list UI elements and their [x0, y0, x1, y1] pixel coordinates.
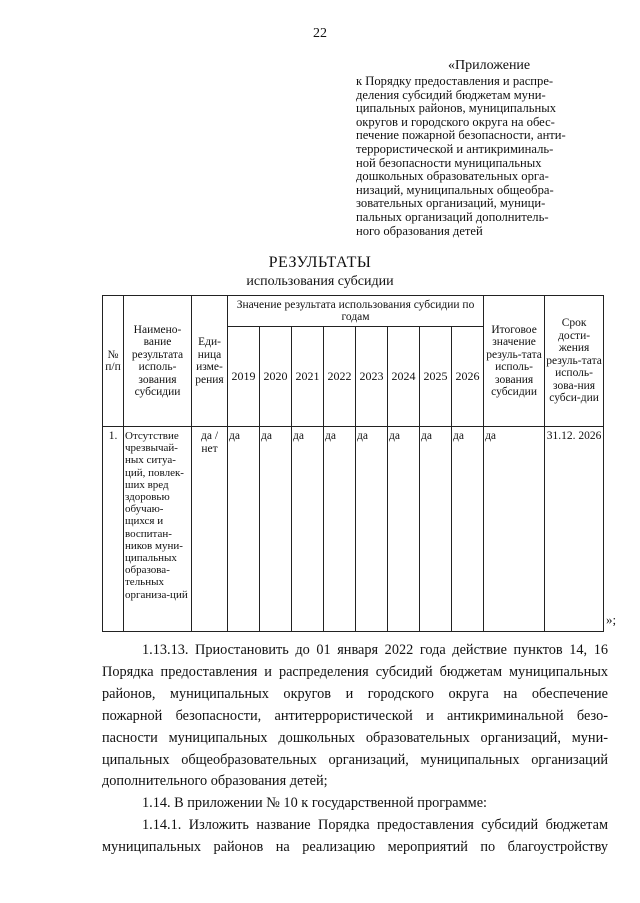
header-values-by-year: Значение результата использования субсидии по годам [228, 296, 484, 327]
paragraph-line: муниципальных районов на реализацию мероприятий по благоустройству [102, 839, 608, 856]
paragraph-line: пожарной безопасности, антитеррористической и антикриминальной безо- [102, 707, 608, 724]
appendix-line: низаций, муниципальных общеобра- [356, 182, 554, 197]
appendix-line: дошкольных образовательных орга- [356, 169, 549, 184]
deadline-value: 31.12. 2026 [545, 427, 604, 632]
header-total-value: Итоговое значение резуль-тата исполь-зования субсидии [484, 296, 545, 427]
appendix-line: ного образования детей [356, 223, 483, 238]
year-value: да [356, 427, 388, 632]
header-result-name: Наимено-вание результата исполь-зования субсидии [124, 296, 192, 427]
result-name: Отсутствие чрезвычай-ных ситуа-ций, повлек-ших вред здоровью обучаю-щихся и воспитан-ников муни-ципальных образова-тельных организа-ций [124, 427, 192, 632]
year-value: да [452, 427, 484, 632]
paragraph-line: 1.14. В приложении № 10 к государственной программе: [142, 795, 488, 812]
appendix-line: ципальных районов, муниципальных [356, 101, 556, 116]
year-value: да [388, 427, 420, 632]
year-value: да [228, 427, 260, 632]
year-value: да [420, 427, 452, 632]
paragraph-line: Порядка предоставления и распределения субсидий бюджетам муниципальных [102, 663, 608, 680]
appendix-line: ной безопасности муниципальных [356, 155, 542, 170]
header-deadline: Срок дости-жения резуль-тата исполь-зова-ния субси-дии [545, 296, 604, 427]
paragraph-line: дополнительного образования детей; [102, 773, 328, 790]
results-table [102, 295, 604, 632]
table-row [103, 427, 604, 632]
appendix-line: печение пожарной безопасности, анти- [356, 128, 566, 143]
appendix-heading: «Приложение [448, 58, 531, 73]
document-subtitle: использования субсидии [246, 274, 394, 289]
header-unit: Еди-ница изме-рения [192, 296, 228, 427]
paragraph-line: пасности муниципальных дошкольных образовательных организаций, муни- [102, 729, 608, 746]
unit-value: да / нет [192, 427, 228, 632]
year-header: 2025 [420, 327, 452, 427]
appendix-line: деления субсидий бюджетам муни- [356, 87, 546, 102]
row-number: 1. [103, 427, 124, 632]
paragraph-line: 1.13.13. Приостановить до 01 января 2022 года действие пунктов 14, 16 [142, 642, 608, 658]
year-header: 2019 [228, 327, 260, 427]
page-number: 22 [313, 26, 327, 41]
year-header: 2023 [356, 327, 388, 427]
year-value: да [260, 427, 292, 632]
appendix-reference [356, 75, 614, 238]
header-number: № п/п [103, 296, 124, 427]
year-value: да [324, 427, 356, 632]
year-header: 2022 [324, 327, 356, 427]
year-header: 2026 [452, 327, 484, 427]
year-header: 2024 [388, 327, 420, 427]
paragraph-line: ципальных общеобразовательных организаций, муниципальных организаций [102, 751, 608, 768]
appendix-line: террористической и антикриминаль- [356, 141, 554, 156]
appendix-line: пальных организаций дополнитель- [356, 209, 549, 224]
year-header: 2020 [260, 327, 292, 427]
total-value: да [484, 427, 545, 632]
appendix-line: к Порядку предоставления и распре- [356, 74, 554, 88]
table-closing-quote: »; [606, 612, 617, 627]
appendix-line: округов и городского округа на обес- [356, 114, 555, 129]
appendix-line: зовательных организаций, муници- [356, 196, 546, 211]
body-text [102, 640, 608, 859]
document-title: РЕЗУЛЬТАТЫ [268, 254, 372, 271]
paragraph-line: районов, муниципальных округов и городского округа на обеспечение [102, 685, 608, 702]
table-header-row [103, 296, 604, 327]
year-value: да [292, 427, 324, 632]
paragraph-line: 1.14.1. Изложить название Порядка предоставления субсидий бюджетам [142, 817, 608, 834]
year-header: 2021 [292, 327, 324, 427]
